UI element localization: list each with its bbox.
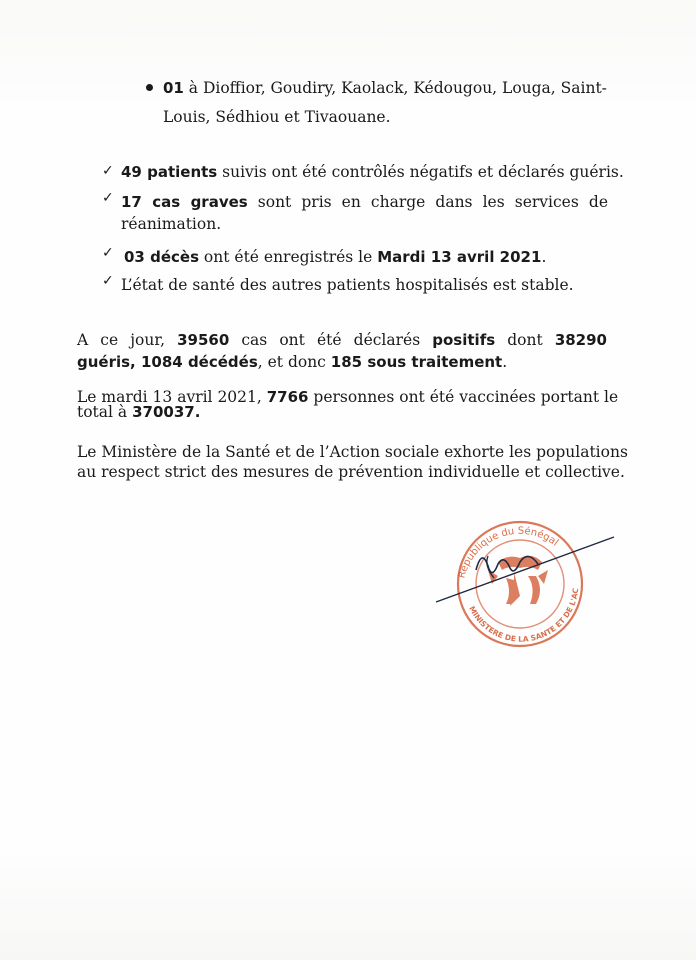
summary-line-1 [77,329,607,351]
check-item-3-text: ont été enregistrés le [199,248,378,266]
checkmark-icon: ✓ [102,245,114,261]
summary-c: cas ont été déclarés [229,331,433,349]
closing-line-1 [77,441,628,463]
bullet-text-1: à Dioffior, Goudiry, Kaolack, Kédougou, Louga, Saint- [183,79,607,97]
closing-text-1: Le Ministère de la Santé et de l’Action sociale exhorte les populations [77,443,628,461]
check-item-1-bold: 49 patients [121,163,218,181]
bullet-text-2: Louis, Sédhiou et Tivaouane. [163,108,391,126]
summary-a: A ce jour, [77,331,178,349]
check-item-3 [124,246,546,268]
check-item-2-continuation [121,213,221,235]
summary-under-treatment: 185 sous traitement [330,353,503,371]
stamp-bottom-text: MINISTERE DE LA SANTE ET DE L'AC [467,587,581,644]
check-item-3-bold: 03 décès [124,248,199,266]
official-stamp [428,510,618,655]
vaccination-total: 370037. [132,403,201,421]
bullet-line-2 [163,106,391,128]
check-item-4-text: L’état de santé des autres patients hospitalisés est stable. [121,276,574,294]
vaccination-d: total à [77,403,133,421]
vaccination-c: personnes ont été vaccinées portant le [308,388,619,406]
check-item-3-end: . [541,248,547,266]
checkmark-icon: ✓ [102,190,114,206]
checkmark-icon: ✓ [102,273,114,289]
vaccination-line-2 [77,401,200,423]
summary-h: , et donc [257,353,331,371]
bullet-number: 01 [163,79,184,97]
stamp-top-text: République du Sénégal [456,525,561,580]
summary-total-cases: 39560 [177,331,230,349]
vaccination-a: Le mardi 13 avril 2021, [77,388,267,406]
summary-recovered-count: 38290 [554,331,607,349]
summary-line-2 [77,351,507,373]
check-item-2-cont-text: réanimation. [121,215,222,233]
svg-text:République du Sénégal [456,525,560,580]
stamp-seal-icon [428,510,618,655]
bullet-dot-icon [146,84,153,91]
check-item-3-date: Mardi 13 avril 2021 [377,248,542,266]
summary-e: dont [495,331,555,349]
summary-recovered-deaths: guéris, 1084 décédés [77,353,258,371]
summary-j: . [502,353,508,371]
summary-positifs: positifs [432,331,496,349]
check-item-2 [121,191,608,213]
check-item-1 [121,161,624,183]
check-item-2-text: sont pris en charge dans les services de [247,193,608,211]
check-item-4 [121,274,574,296]
checkmark-icon: ✓ [102,163,114,179]
vaccination-count: 7766 [266,388,309,406]
check-item-1-text: suivis ont été contrôlés négatifs et déclarés guéris. [217,163,624,181]
closing-text-2: au respect strict des mesures de prévention individuelle et collective. [77,463,625,481]
closing-line-2 [77,461,625,483]
check-item-2-bold: 17 cas graves [121,193,248,211]
bullet-line-1 [163,77,607,99]
